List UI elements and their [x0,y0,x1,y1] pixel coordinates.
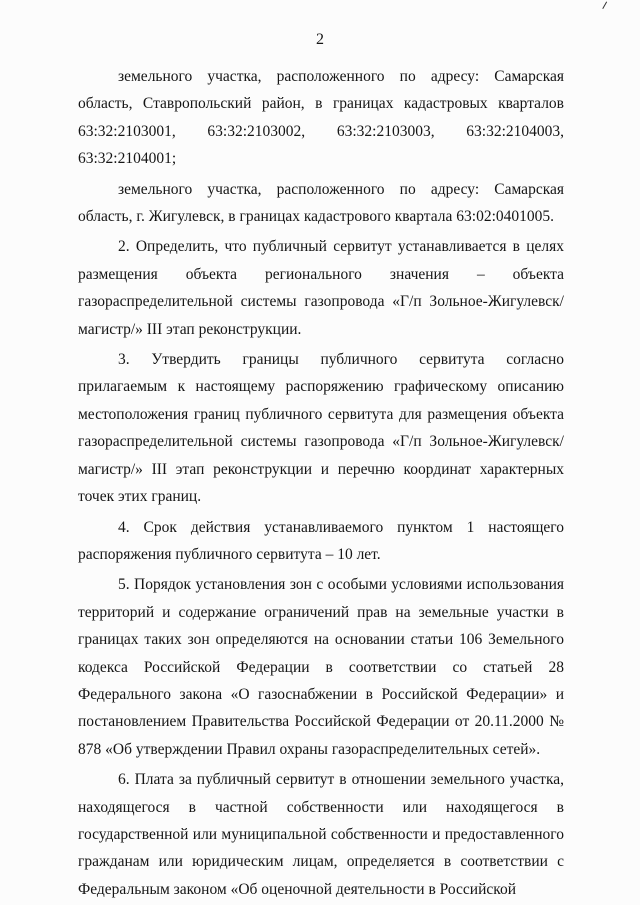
paragraph-item-2: 2. Определить, что публичный сервитут устанавливается в целях размещения объекта регионального значения – объекта газораспределительной системы газопровода «Г/п Зольное-Жигулевск/магистр/» III этап реконструкции. [78,238,564,338]
pen-mark [602,2,609,11]
paragraph-item-5: 5. Порядок установления зон с особыми условиями использования территорий и содержание ограничений прав на земельные участки в границах таких зон определяются на основании статьи 106 Земельного кодекса Российской Федерации в соответствии со статьей 28 Федерального закона «О газоснабжении в Российской Федерации» и постановлением Правительства Российской Федерации от 20.11.2000 № 878 «Об утверждении Правил охраны газораспределительных сетей». [78,576,564,758]
paragraph-item-6: 6. Плата за публичный сервитут в отношении земельного участка, находящегося в частной собственности или находящегося в государственной или муниципальной собственности и предоставленного гражданам или юридическим лицам, определяется в соответствии с Федеральным законом «Об оценочной деятельности в Российской [78,771,564,898]
document-body [78,63,564,906]
page-number: 2 [316,31,324,48]
paragraph-land-plot-zhigulevsk: земельного участка, расположенного по адресу: Самарская область, г. Жигулевск, в границах кадастрового квартала 63:02:0401005. [78,180,564,226]
paragraph-item-4: 4. Срок действия устанавливаемого пунктом 1 настоящего распоряжения публичного сервитута – 10 лет. [78,518,564,563]
paragraph-land-plot-stavropol: земельного участка, расположенного по адресу: Самарская область, Ставропольский район, в границах кадастровых кварталов 63:32:2103001, 63:32:2103002, 63:32:2103003, 63:32:2104003, 63:32:2104001; [78,68,564,168]
paragraph-item-3: 3. Утвердить границы публичного сервитута согласно прилагаемым к настоящему распоряжению графическому описанию местоположения границ публичного сервитута для размещения объекта газораспределительной системы газопровода «Г/п Зольное-Жигулевск/магистр/» III этап реконструкции и перечню координат характерных точек этих границ. [78,351,564,506]
